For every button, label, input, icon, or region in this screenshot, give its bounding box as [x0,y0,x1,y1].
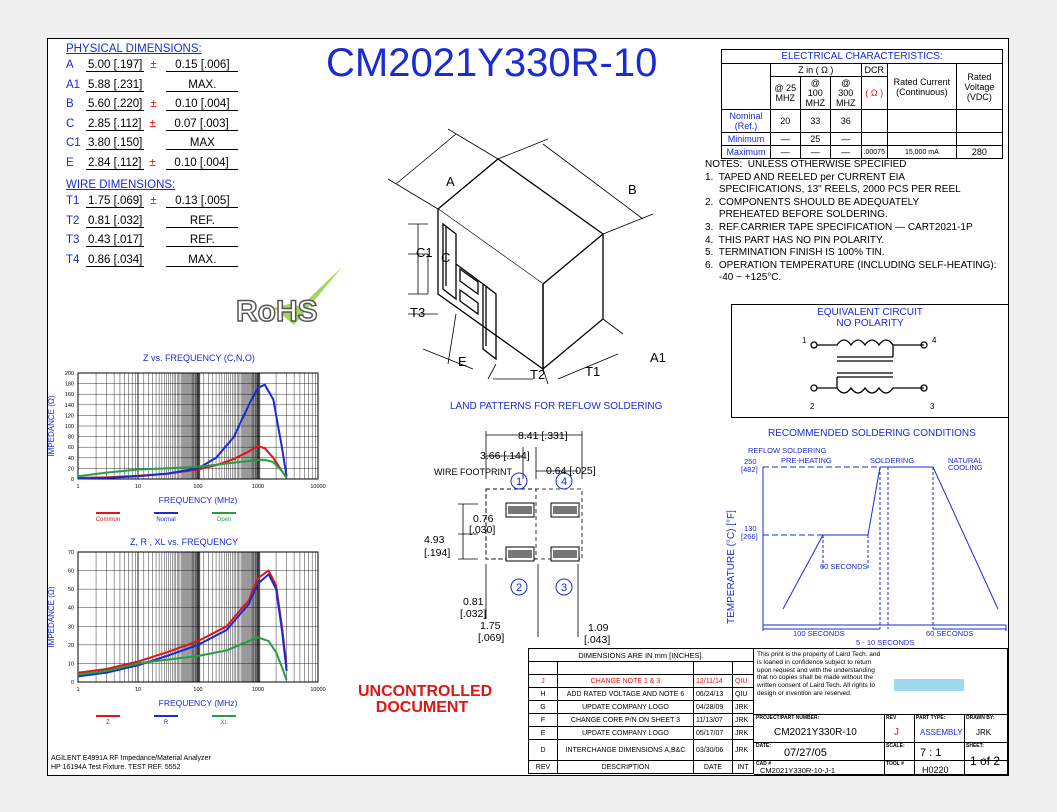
svg-text:4.93: 4.93 [424,534,445,546]
svg-text:[482]: [482] [741,465,758,474]
cell-volt: 280 [956,146,1002,159]
note-line: -40 ~ +125°C. [705,272,782,284]
y-tick-label: 160 [64,392,74,399]
project-label: PROJECT/PART NUMBER: [756,715,820,721]
date-cell: 11/13/07 [694,714,733,727]
y-tick-label: 200 [64,371,74,377]
dim-tolerance: 0.15 [.006] [166,59,238,72]
note-line: 1. TAPED AND REELED per CURRENT EIA [705,171,906,183]
cell-z300: 36 [831,110,862,133]
uncontrolled-line1: UNCONTROLLED [358,683,493,700]
iso-label: E [458,354,467,369]
row-label: Minimum [722,133,771,146]
rev-cell: E [529,727,558,740]
x-axis-label: FREQUENCY (MHz) [158,495,238,505]
equivalent-circuit [731,304,1009,418]
chart-z-r-xl-vs-frequency [48,548,338,728]
date-cell: 04/28/09 [694,701,733,714]
tool-value: H0220 [922,765,949,775]
transformer-icon [792,333,952,413]
svg-text:PRE-HEATING: PRE-HEATING [781,456,832,465]
y-tick-label: 0 [70,477,74,483]
dcr-unit: ( Ω ) [861,77,887,110]
legend-label: Z [106,720,110,726]
dim-label: A [66,59,74,71]
svg-text:[.194]: [.194] [424,547,451,559]
iso-label: T2 [530,367,546,382]
desc-cell: UPDATE COMPANY LOGO [558,701,694,714]
circuit-title: EQUIVALENT CIRCUIT [817,307,923,318]
int-hdr: INT [733,761,754,774]
electrical-row [722,110,1003,133]
desc-cell: CHANGE NOTE 1 & 3 [558,675,694,688]
desc-cell: ADD RATED VOLTAGE AND NOTE 6 [558,688,694,701]
wire-row [66,254,238,267]
legend-label: XL [220,720,228,726]
y-tick-label: 70 [67,550,74,556]
cell-dcr: .00075 [861,146,887,159]
dim-tolerance: 0.10 [.004] [166,98,238,111]
electrical-table-wrap [721,49,1003,159]
svg-text:[.043]: [.043] [584,634,611,646]
land-pads [506,503,579,561]
rohs-logo [234,263,344,333]
dim-pm: ± [150,98,157,110]
dim-label: C1 [66,137,81,149]
y-tick-label: 120 [64,413,74,420]
land-pattern [378,419,638,644]
y-tick-label: 60 [67,568,74,575]
x-tick-label: 10000 [310,687,326,693]
fixture-line: HP 16194A Test Fixture. TEST REF. 5552 [51,764,181,771]
soldering-profile [708,439,1008,651]
y-axis-label: IMPEDANCE (Ω) [47,395,56,457]
x-tick-label: 1000 [251,687,265,693]
note-line: 3. REF.CARRIER TAPE SPECIFICATION — CART2021-1P [705,221,973,233]
physical-row [66,59,238,72]
rev-cell: G [529,701,558,714]
note-line: 4. THIS PART HAS NO PIN POLARITY. [705,234,885,246]
revision-row [529,740,754,761]
x-axis-label: FREQUENCY (MHz) [158,698,238,708]
title-info [754,648,1008,775]
int-cell: JRK [733,714,754,727]
y-tick-label: 50 [67,587,74,594]
x-tick-label: 100 [193,687,203,693]
iso-label: T1 [585,364,601,379]
dim-value: 2.84 [.112] [88,156,142,169]
int-cell: JRK [733,740,754,761]
dim-label: B [66,98,74,110]
date-cell: 05/17/07 [694,727,733,740]
drawn-label: DRAWN BY: [966,715,995,721]
svg-text:[.030]: [.030] [469,524,496,536]
svg-text:1.09: 1.09 [588,622,609,634]
svg-text:2: 2 [515,582,523,594]
dim-label: E [66,156,74,169]
dim-pm: ± [150,59,157,71]
cell-volt [956,133,1002,146]
dim-tolerance: MAX. [166,254,238,267]
note-line: 6. OPERATION TEMPERATURE (INCLUDING SELF-HEATING): [705,259,997,271]
freq-25: @ 25 MHZ [771,77,801,110]
y-tick-label: 180 [64,381,74,388]
iso-label: A1 [650,350,666,365]
svg-text:SOLDERING: SOLDERING [870,456,915,465]
chart1-title: Z vs. FREQUENCY (C,N,O) [143,353,255,363]
title-block [528,648,1008,775]
x-tick-label: 10 [134,484,142,490]
date-cell: 12/11/14 [694,675,733,688]
part-type: ASSEMBLY [920,728,963,737]
x-tick-label: 10000 [310,484,326,490]
dim-value: 2.85 [.112] [88,117,142,130]
cell-cur: 15,000 mA [887,146,956,159]
voltage-header: Rated Voltage (VDC) [956,64,1002,110]
y-tick-label: 10 [67,661,74,668]
y-tick-label: 40 [67,605,74,612]
isometric-drawing [348,114,666,382]
cell-volt [956,110,1002,133]
chart2-title: Z, R , XL vs. FREQUENCY [130,537,239,547]
legend-label: R [163,720,169,726]
wire-heading: WIRE DIMENSIONS: [66,179,176,191]
electrical-row [722,146,1003,159]
y-tick-label: 30 [67,624,74,631]
x-tick-label: 10 [134,687,142,693]
rev-label: REV [886,715,897,721]
scale-value: 7 : 1 [920,747,942,759]
cell-cur [887,133,956,146]
freq-100: @ 100 MHZ [800,77,831,110]
svg-text:0.76: 0.76 [473,513,494,525]
part-title: CM2021Y330R-10 [326,41,658,85]
cad-label: CAD # [756,761,772,767]
pin-4: 4 [932,336,937,345]
int-cell: JRK [733,727,754,740]
dim-value: 5.88 [.231] [88,78,143,91]
desc-cell: UPDATE COMPANY LOGO [558,727,694,740]
svg-text:0.64 [.025]: 0.64 [.025] [546,465,596,477]
sheet-label: SHEET: [966,743,984,749]
rev-cell: J [529,675,558,688]
sheet-value: 1 of 2 [970,754,1001,768]
rohs-text: RoHS [236,295,318,328]
svg-text:[.032]: [.032] [460,608,487,620]
iso-label: C1 [416,245,433,260]
legend-label: Common [95,517,121,523]
int-cell: JRK [733,701,754,714]
dim-pm: ± [149,156,156,169]
chart-z-vs-frequency [48,365,338,525]
physical-row [66,137,238,150]
cell-dcr [861,133,887,146]
desc-cell: CHANGE CORE P/N ON SHEET 3 [558,714,694,727]
y-tick-label: 80 [67,434,74,441]
dim-value: 0.81 [.032] [88,214,143,227]
row-label: Nominal (Ref.) [722,110,771,133]
note-line: 5. TERMINATION FINISH IS 100% TIN. [705,247,885,259]
part-type-label: PART TYPE: [916,715,946,721]
svg-text:1.75: 1.75 [480,620,501,632]
dim-tolerance: 0.10 [.004] [166,157,238,170]
note-line: SPECIFICATIONS, 13" REELS, 2000 PCS PER REEL [705,184,961,196]
dcr-header: DCR [861,64,887,77]
iso-label: A [446,174,455,189]
cad-value: CM2021Y330R-10-J-1 [760,766,836,775]
dim-tolerance: 0.07 [.003] [166,118,238,131]
svg-text:1: 1 [515,476,523,488]
dim-label: A1 [66,78,81,91]
iso-label: T3 [410,305,426,320]
cell-z300: — [831,146,862,159]
logo-blur [894,679,964,691]
y-tick-label: 60 [67,445,74,452]
svg-text:[266]: [266] [741,532,758,541]
dim-pm: ± [149,117,156,130]
legend-label: Open [216,517,232,523]
physical-row [66,79,238,92]
x-tick-label: 1 [76,484,80,490]
int-cell: QIU [733,688,754,701]
cell-z100: 33 [800,110,831,133]
y-tick-label: 100 [64,424,74,430]
iso-label: B [628,182,637,197]
project-number: CM2021Y330R-10 [774,727,857,738]
legend-label: Normal [156,517,176,523]
dim-value: 3.80 [.150] [88,137,143,149]
dim-value: 5.00 [.197] [88,59,143,71]
solder-title: RECOMMENDED SOLDERING CONDITIONS [768,428,976,439]
pin-3: 3 [930,402,935,411]
cell-z100: — [800,146,831,159]
test-equipment [51,754,211,772]
land-title: LAND PATTERNS FOR REFLOW SOLDERING [450,401,663,412]
date-cell: 03/30/06 [694,740,733,761]
cell-z25: — [771,133,801,146]
z-header: Z in ( Ω ) [771,64,862,77]
svg-text:REFLOW SOLDERING: REFLOW SOLDERING [748,446,827,455]
y-tick-label: 20 [67,466,74,473]
dim-value: 0.43 [.017] [88,234,143,246]
dim-value: 1.75 [.069] [88,195,143,207]
svg-text:250: 250 [744,457,757,466]
wire-row [66,215,238,228]
physical-heading: PHYSICAL DIMENSIONS: [66,43,202,55]
svg-text:0.81: 0.81 [463,596,484,608]
y-tick-label: 20 [67,642,74,649]
note-line: 2. COMPONENTS SHOULD BE ADEQUATELY [705,196,920,208]
date-label: DATE: [756,743,771,749]
pin-2: 2 [810,402,815,411]
notes [705,159,997,285]
x-tick-label: 1 [76,687,80,693]
cell-cur [887,110,956,133]
electrical-table [721,49,1003,159]
rev-cell: H [529,688,558,701]
dim-label: C [66,117,75,130]
y-tick-label: 140 [64,402,74,409]
svg-text:[.069]: [.069] [478,632,505,644]
tool-label: TOOL # [886,761,904,767]
circuit-subtitle: NO POLARITY [836,318,904,329]
physical-row [66,118,238,131]
dim-pm: ± [150,195,157,207]
int-cell: QIU [733,675,754,688]
rev-cell: D [529,740,558,761]
iso-label: C [441,250,451,265]
revision-row [529,688,754,701]
wire-row [66,234,238,247]
uncontrolled-line2: DOCUMENT [375,699,469,716]
dim-label: T2 [66,214,80,227]
dim-tolerance: REF. [166,215,238,228]
drawing-sheet [47,38,1009,776]
dim-value: 0.86 [.034] [88,253,143,266]
physical-row [66,98,238,111]
date-value: 07/27/05 [784,747,827,759]
analyzer-line: AGILENT E4991A RF Impedance/Material Analyzer [51,755,211,762]
y-axis-label: IMPEDANCE (Ω) [47,586,56,648]
svg-text:5 - 10 SECONDS: 5 - 10 SECONDS [856,638,915,647]
desc-hdr: DESCRIPTION [558,761,694,774]
dim-label: T4 [66,253,80,266]
svg-text:100 SECONDS: 100 SECONDS [793,629,845,638]
revision-table [528,648,754,774]
electrical-row [722,133,1003,146]
dim-label: T1 [66,195,80,207]
rev-cell: F [529,714,558,727]
date-hdr: DATE [694,761,733,774]
dim-tolerance: MAX [166,137,238,150]
row-label: Maximum [722,146,771,159]
svg-text:WIRE FOOTPRINT: WIRE FOOTPRINT [434,467,512,477]
cell-z25: 20 [771,110,801,133]
svg-text:COOLING: COOLING [948,463,983,472]
uncontrolled-stamp [358,683,493,716]
cell-z25: — [771,146,801,159]
dim-tolerance: MAX. [166,79,238,92]
cell-z100: 25 [800,133,831,146]
svg-text:4: 4 [560,476,568,488]
dim-value: 5.60 [.220] [88,98,143,110]
rev-hdr: REV [529,761,558,774]
x-tick-label: 100 [193,484,203,490]
physical-row [66,157,238,170]
desc-cell: INTERCHANGE DIMENSIONS A,B&C [558,740,694,761]
date-cell: 06/24/13 [694,688,733,701]
x-tick-label: 1000 [251,484,265,490]
scale-label: SCALE: [886,743,905,749]
note-line: NOTES: UNLESS OTHERWISE SPECIFIED [705,159,907,170]
revision-row [529,675,754,688]
revision-row [529,714,754,727]
pin-1: 1 [802,336,807,345]
svg-text:60 SECONDS: 60 SECONDS [820,562,868,571]
svg-text:130: 130 [744,524,757,533]
svg-text:NATURAL: NATURAL [948,456,983,465]
y-tick-label: 40 [67,455,74,462]
y-tick-label: 0 [70,680,74,686]
revision-row [529,727,754,740]
cell-dcr [861,110,887,133]
freq-300: @ 300 MHZ [831,77,862,110]
cell-z300: — [831,133,862,146]
dim-label: T3 [66,234,80,246]
svg-text:8.41 [.331]: 8.41 [.331] [518,430,568,442]
dim-tolerance: 0.13 [.005] [166,195,238,208]
units-note: DIMENSIONS ARE IN mm [INCHES]. [529,649,754,662]
svg-text:3: 3 [560,582,568,594]
current-header: Rated Current (Continuous) [887,64,956,110]
revision-row [529,701,754,714]
dim-tolerance: REF. [166,234,238,247]
svg-text:60 SECONDS: 60 SECONDS [926,629,974,638]
property-notice: This print is the property of Laird Tech. and is loaned in confidence subject to return upon request and with the understanding that no copies shall be made without the written consent of Laird Tech. All rights to design or invention are reserved. [757,651,881,697]
electrical-heading: ELECTRICAL CHARACTERISTICS: [722,50,1003,64]
svg-text:3.66 [.144]: 3.66 [.144] [480,450,530,462]
rev-value: J [894,727,899,738]
wire-row [66,195,238,208]
note-line: PREHEATED BEFORE SOLDERING. [705,209,888,221]
svg-text:TEMPERATURE (°C) [°F]: TEMPERATURE (°C) [°F] [726,510,737,624]
drawn-by: JRK [976,728,992,737]
